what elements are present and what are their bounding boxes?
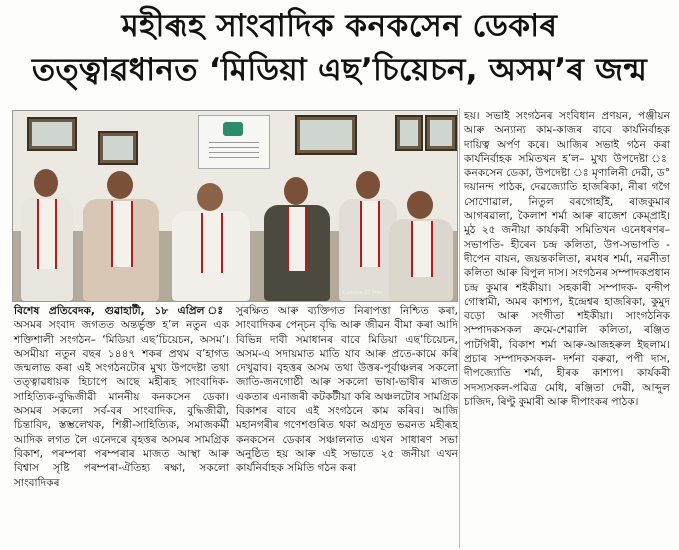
byline: বিশেষ প্ৰতিবেদক, গুৱাহাটী, ১৮ এপ্ৰিল ঃ <box>14 305 229 317</box>
person <box>17 169 77 301</box>
photo-credit: Camera K7 Max <box>343 290 383 296</box>
article-column-3 <box>464 109 670 409</box>
wall-frame <box>27 117 77 151</box>
person <box>258 177 336 301</box>
wall-frame <box>425 115 457 151</box>
person <box>79 171 163 301</box>
headline-line-2: তত্ত্বাৱধানত ‘মিডিয়া এছ’চিয়েচন, অসম’ৰ জন্ম <box>31 52 648 88</box>
group-photo <box>12 110 458 302</box>
wall-frame <box>295 115 357 155</box>
article-column-1 <box>14 304 229 490</box>
column-3-text: হয়। সভাই সংগঠনৰ সংবিধান প্ৰণয়ন, পঞ্জীয়ন আৰু অন্যান্য কাম-কাজৰ বাবে কাৰ্যনিৰ্বাহক দায়িত্ব অৰ্পণ কৰে। আজিৰ সভাই গঠন কৰা কাৰ্যনিৰ্বাহক সমিতখন হ’ল– মুখ্য উপদেষ্টা ঃ কনকসেন ডেকা, উপদেষ্টা ঃ মৃণালিনী দেৱী, ড° দয়ানন্দ পাঠক, দেৱজ্যোতি হাজৰিকা, নীৰা গগৈ সোণোৱাল, নিতুল বৰগোহাঁই, ৰাজকুমাৰ আগৰৱালা, কৈলাশ শৰ্মা আৰু ৰাজেশ কেম্‌প্ৰাই। মুঠ ২৫ জনীয়া কাৰ্যকৰী সমিতিখন এনেধৰণৰ– সভাপতি- হীৰেন চন্দ্ৰ কলিতা, উপ-সভাপতি - দীপেন বায়ন, জয়ন্তকলিতা, ৰমধৰ শৰ্মা, নৱনীতা কলিতা আৰু বিপুল দাস। সংগঠনৰ সম্পাদকপ্ৰধান চন্দ্ৰ কুমাৰ শইকীয়া। সহকাৰী সম্পাদক- বন্দীপ গোস্বামী, অমৰ কাশ্যপ, ইন্দ্ৰেশ্বৰ হাজৰিকা, কুমুদ বড়ো আৰু সংগীতা শইকীয়া। সাংগঠনিক সম্পাদকসকল ক্ৰমে-শেৱালি কলিতা, ৰঞ্জিত পাটগিৰী, বিকাশ শৰ্মা আৰু-আজহৰুল ইছলাম। প্ৰচাৰ সম্পাদকসকল- দৰ্শনা বৰুৱা, পপী দাস, দীপজ্যোতি শৰ্মা, হীৰক কাশ্যপ। কাৰ্যকৰী সদস্যসকল-পৱিত্ৰ মেধি, ৰঞ্জিতা দেৱী, আব্দুল চাজিদ, ৰিণ্টু কুমাৰী আৰু দীপাংকৰ পাঠক। <box>464 110 670 408</box>
person <box>168 183 254 301</box>
headline-line-1: মহীৰূহ সাংবাদিক কনকসেন ডেকাৰ <box>121 8 558 44</box>
column-divider <box>459 108 460 548</box>
article-headline <box>0 0 679 100</box>
wall-frame <box>395 115 423 151</box>
column-1-text: অসমৰ সংবাদ জগতত অন্তৰ্ভুক্ত হ’ল নতুন এক শক্তিশালী সংগঠন– ‘মিডিয়া এছ’চিয়েচন, অসম’। অসমীয়া নতুন বছৰ ১৪৪৭ শকৰ প্ৰথম ব’হাগত জন্মলাভ কৰা এই সংগঠনটোৰ মুখ্য উপদেষ্টা তথা তত্ত্বাৱধায়ক হিচাপে আছে মহীৰূহ সাংবাদিক-সাহিত্যিক-বুদ্ধিজীৱী মাননীয় কনকসেন ডেকা। অসমৰ সকলো সৰ্ব-বৰ সাংবাদিক, বুদ্ধিজীৱী, চিন্তাবিদ, স্তম্ভলেখক, শিল্পী-সাহিত্যিক, সমাজকৰ্মী আদিক লগত লৈ এনেদৰে বৃহত্তৰ অসমৰ সামগ্ৰিক বিকাশ, পৰম্পৰা পৰম্পৰাৰ মাজত আস্থা আৰু বিশ্বাস সৃষ্টি পৰম্পৰা-ঐতিহ্য ৰক্ষা, সকলো সাংবাদিকৰ <box>14 319 229 489</box>
article-column-2 <box>236 304 458 476</box>
person <box>385 191 457 301</box>
wall-poster <box>198 115 270 169</box>
column-2-text: সুৰক্ষিত আৰু ব্যক্তিগত নিৰাপত্তা নিশ্চিত কৰা, সাংবাদিকৰ পেন্‌চন বৃদ্ধি আৰু জীৱন বীমা কৰা আদি বিভিন্ন দাবী সমাধানৰ বাবে মিডিয়া এছ’চিয়েচন, অসম-এ সদায়মাত মাতি যাব আৰু প্ৰতে-কামে কৰি দেখুৱাব। বৃহত্তৰ অসম তথা উত্তৰ-পূৰ্বাঞ্চলৰ সকলো জাতি-জনগোষ্ঠী আৰু সকলো ভাষা-ভাষীৰ মাজত একতাৰ এনাজৰী কটকটীয়া কৰি অঞ্চলটোৰ সামগ্ৰিক বিকাশৰ বাবে এই সংগঠনে কাম কৰিব। আজি মহানগৰীৰ গণেশগুৰিত থকা অগ্ৰদূত ভৱনত মহীৰূহ কনকসেন ডেকাৰ সঞ্চালনাত এখন সাধাৰণ সভা অনুষ্ঠিত হয় আৰু এই সভাতে ২৫ জনীয়া এখন কাৰ্যনিৰ্বাহক সমিতি গঠন কৰা <box>236 305 458 475</box>
wall-frame <box>98 131 138 165</box>
